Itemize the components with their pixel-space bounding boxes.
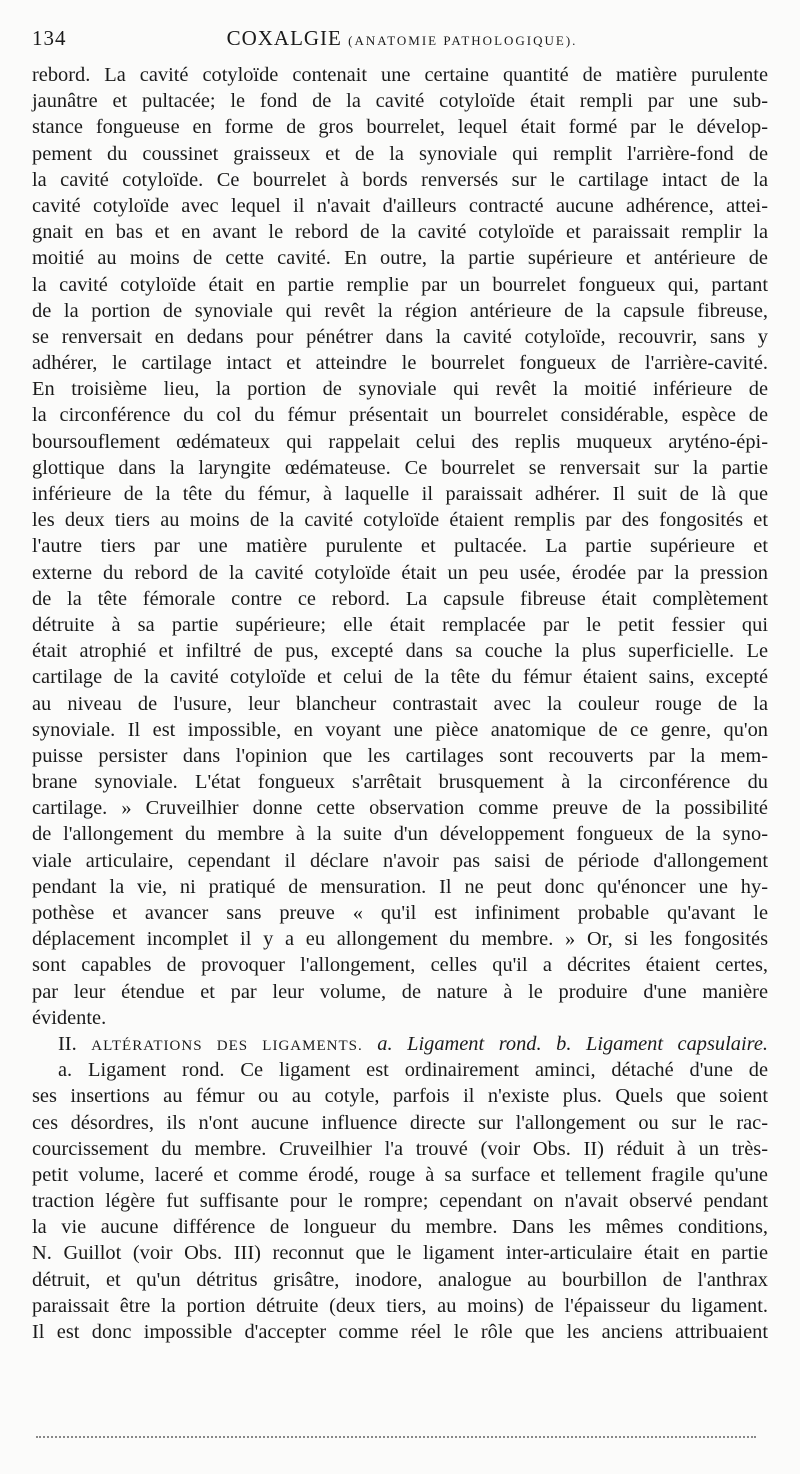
text-line: synoviale. Il est impossible, en voyant une pièce anatomique de ce genre, qu'on bbox=[32, 718, 768, 741]
text-line: déplacement incomplet il y a eu allongement du membre. » Or, si les fongosités bbox=[32, 928, 768, 951]
section-title: ALTÉRATIONS DES LIGAMENTS. bbox=[91, 1037, 363, 1054]
text-line: l'autre tiers par une matière purulente et pultacée. La partie supérieure et bbox=[32, 535, 768, 558]
text-line: inférieure de la tête du fémur, à laquelle il paraissait adhérer. Il suit de là que bbox=[32, 483, 768, 505]
text-line: adhérer, le cartilage intact et atteindre le bourrelet fongueux de l'arrière-cavité. bbox=[32, 352, 768, 375]
text-line: ses insertions au fémur ou au cotyle, parfois il n'existe plus. Quels que soient bbox=[32, 1085, 768, 1108]
text-line: sont capables de provoquer l'allongement, celles qu'il a décrites étaient certes, bbox=[32, 954, 768, 977]
footer-dotted-rule bbox=[36, 1436, 756, 1438]
body-text bbox=[32, 62, 768, 1345]
text-line: de la portion de synoviale qui revêt la région antérieure de la capsule fibreuse, bbox=[32, 299, 768, 322]
text-line: détruit, et qu'un détritus grisâtre, inodore, analogue au bourbillon de l'anthrax bbox=[32, 1268, 768, 1291]
text-line: était atrophié et infiltré de pus, excepté dans sa couche la plus superficielle. Le bbox=[32, 640, 768, 663]
section-heading bbox=[32, 1031, 768, 1057]
text-line: moitié au moins de cette cavité. En outre, la partie supérieure et antérieure de bbox=[32, 247, 768, 270]
text-line: petit volume, laceré et comme érodé, rouge à sa surface et tellement fragile qu'une bbox=[32, 1163, 768, 1186]
text-line: de la tête fémorale contre ce rebord. La capsule fibreuse était complètement bbox=[32, 587, 768, 610]
text-line: stance fongueuse en forme de gros bourrelet, lequel était formé par le dévelop- bbox=[32, 116, 768, 139]
text-line: ces désordres, ils n'ont aucune influence directe sur l'allongement ou sur le rac- bbox=[32, 1111, 768, 1134]
text-line: les deux tiers au moins de la cavité cotyloïde étaient remplis par des fongosités et bbox=[32, 509, 768, 532]
text-line: rebord. La cavité cotyloïde contenait une certaine quantité de matière purulente bbox=[32, 64, 768, 86]
text-line: puisse persister dans l'opinion que les cartilages sont recouverts par la mem- bbox=[32, 744, 768, 767]
text-line: cavité cotyloïde avec lequel il n'avait d'ailleurs contracté aucune adhérence, attei- bbox=[32, 194, 768, 217]
subsection-a: a. Ligament rond. bbox=[377, 1032, 542, 1055]
text-line: la cavité cotyloïde. Ce bourrelet à bords renversés sur le cartilage intact de la bbox=[32, 168, 768, 191]
text-line: a. Ligament rond. Ce ligament est ordinairement aminci, détaché d'une de bbox=[58, 1059, 768, 1082]
text-line: cartilage. » Cruveilhier donne cette observation comme preuve de la possibilité bbox=[32, 797, 768, 820]
text-line: boursouflement œdémateux qui rappelait celui des replis muqueux aryténo-épi- bbox=[32, 430, 768, 453]
text-line: de l'allongement du membre à la suite d'un développement fongueux de la syno- bbox=[32, 823, 768, 846]
page-number: 134 bbox=[32, 26, 67, 50]
page-header bbox=[32, 26, 772, 56]
text-line: au niveau de l'usure, leur blancheur contrastait avec la couleur rouge de la bbox=[32, 692, 768, 715]
text-line: la vie aucune différence de longueur du membre. Dans les mêmes conditions, bbox=[32, 1216, 768, 1239]
text-line: paraissait être la portion détruite (deux tiers, au moins) de l'épaisseur du ligament. bbox=[32, 1294, 768, 1317]
text-line: pothèse et avancer sans preuve « qu'il est infiniment probable qu'avant le bbox=[32, 902, 768, 924]
text-line: En troisième lieu, la portion de synoviale qui revêt la moitié inférieure de bbox=[32, 378, 768, 401]
text-line: traction légère fut suffisante pour le rompre; cependant on n'avait observé pendant bbox=[32, 1190, 768, 1213]
text-line: évidente. bbox=[32, 1006, 107, 1029]
running-head-title: COXALGIE bbox=[226, 26, 342, 50]
text-line: Il est donc impossible d'accepter comme réel le rôle que les anciens attribuaient bbox=[32, 1321, 768, 1343]
text-line: par leur étendue et par leur volume, de nature à le produire d'une manière bbox=[32, 980, 768, 1003]
text-line: cartilage de la cavité cotyloïde et celui de la tête du fémur étaient sains, excepté bbox=[32, 666, 768, 689]
text-line: courcissement du membre. Cruveilhier l'a trouvé (voir Obs. II) réduit à un très- bbox=[32, 1137, 768, 1160]
text-line: externe du rebord de la cavité cotyloïde était un peu usée, érodée par la pression bbox=[32, 561, 768, 584]
text-line: pement du coussinet graisseux et de la synoviale qui remplit l'arrière-fond de bbox=[32, 142, 768, 165]
running-head-subtitle: (ANATOMIE PATHOLOGIQUE). bbox=[348, 33, 578, 48]
text-line: pendant la vie, ni pratiqué de mensuration. Il ne peut donc qu'énoncer une hy- bbox=[32, 875, 768, 898]
text-line: jaunâtre et pultacée; le fond de la cavité cotyloïde était rempli par une sub- bbox=[32, 90, 768, 113]
running-head bbox=[32, 26, 772, 51]
text-line: se renversait en dedans pour pénétrer dans la cavité cotyloïde, recouvrir, sans y bbox=[32, 325, 768, 348]
text-line: brane synoviale. L'état fongueux s'arrêtait brusquement à la circonférence du bbox=[32, 771, 768, 794]
section-numeral: II. bbox=[58, 1032, 77, 1055]
text-line: détruite à sa partie supérieure; elle était remplacée par le petit fessier qui bbox=[32, 613, 768, 636]
text-line: viale articulaire, cependant il déclare n'avoir pas saisi de période d'allongement bbox=[32, 849, 768, 872]
text-line: la cavité cotyloïde était en partie remplie par un bourrelet fongueux qui, partant bbox=[32, 273, 768, 296]
text-line: gnait en bas et en avant le rebord de la cavité cotyloïde et paraissait remplir la bbox=[32, 221, 768, 244]
text-line: glottique dans la laryngite œdémateuse. Ce bourrelet se renversait sur la partie bbox=[32, 456, 768, 479]
text-line: la circonférence du col du fémur présentait un bourrelet considérable, espèce de bbox=[32, 404, 768, 427]
subsection-b: b. Ligament capsulaire. bbox=[556, 1032, 768, 1055]
text-line: N. Guillot (voir Obs. III) reconnut que le ligament inter-articulaire était en partie bbox=[32, 1242, 768, 1265]
